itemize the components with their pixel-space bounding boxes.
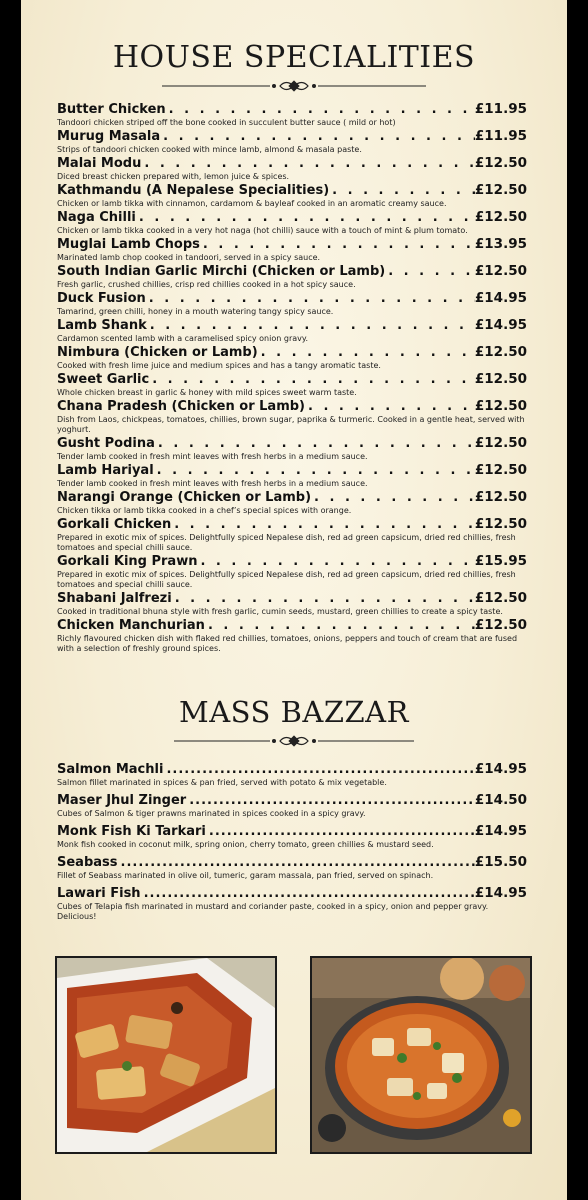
ornament-divider-icon — [174, 731, 414, 751]
dot-leader — [258, 344, 475, 361]
menu-item-price: £12.50 — [474, 489, 527, 505]
dot-leader — [200, 236, 475, 253]
menu-item-description: Cubes of Salmon & tiger prawns marinated in spices cooked in a spicy gravy. — [57, 809, 366, 818]
dot-leader — [163, 761, 474, 778]
menu-item-name: Maser Jhul Zinger — [57, 793, 187, 808]
dot-leader — [166, 101, 475, 118]
menu-item-price: £14.95 — [474, 290, 527, 306]
menu-item-price: £12.50 — [474, 462, 527, 478]
menu-item-name: Lamb Shank — [57, 318, 147, 333]
menu-item-name: Salmon Machli — [57, 762, 164, 777]
dot-leader — [146, 290, 475, 307]
menu-item-name: Murug Masala — [57, 129, 161, 144]
menu-item-price: £12.50 — [474, 371, 527, 387]
menu-item-price: £14.95 — [474, 885, 527, 901]
menu-item-name: Chicken Manchurian — [57, 618, 205, 633]
dot-leader — [197, 553, 474, 570]
menu-item — [57, 182, 527, 209]
dot-leader — [171, 516, 475, 533]
menu-item-name: Duck Fusion — [57, 291, 146, 306]
dot-leader — [149, 371, 475, 388]
menu-item — [57, 516, 527, 553]
menu-item-description: Strips of tandoori chicken cooked with mince lamb, almond & masala paste. — [57, 145, 362, 154]
dot-leader — [385, 263, 475, 280]
menu-item-description: Prepared in exotic mix of spices. Delightfully spiced Nepalese dish, red ad green capsicum, dried red chillies, fresh tomatoes and special chilli sauce. — [57, 570, 516, 589]
dot-leader — [154, 462, 475, 479]
menu-item-name: Malai Modu — [57, 156, 142, 171]
mass-bazzar-list — [57, 761, 527, 926]
menu-item-price: £11.95 — [474, 101, 527, 117]
menu-item-description: Richly flavoured chicken dish with flaked red chillies, tomatoes, onions, peppers and touch of cream that are fused with a selection of freshly ground spices. — [57, 634, 518, 653]
menu-item-description: Chicken or lamb tikka with cinnamon, cardamom & bayleaf cooked in an aromatic creamy sauce. — [57, 199, 447, 208]
menu-item-description: Diced breast chicken prepared with, lemon juice & spices. — [57, 172, 290, 181]
dot-leader — [311, 489, 475, 506]
menu-item-price: £11.95 — [474, 128, 527, 144]
menu-item-name: Sweet Garlic — [57, 372, 150, 387]
menu-item — [57, 236, 527, 263]
menu-item-description: Whole chicken breast in garlic & honey with mild spices sweet warm taste. — [57, 388, 357, 397]
menu-item-name: Monk Fish Ki Tarkari — [57, 824, 206, 839]
menu-item-description: Tender lamb cooked in fresh mint leaves with fresh herbs in a medium sauce. — [57, 479, 368, 488]
menu-item-price: £15.50 — [474, 854, 527, 870]
menu-item-description: Dish from Laos, chickpeas, tomatoes, chillies, brown sugar, paprika & turmeric. Cooked in a gentle heat, served with yoghurt. — [57, 415, 525, 434]
menu-item-name: Shabani Jalfrezi — [57, 591, 172, 606]
menu-item-description: Marinated lamb chop cooked in tandoori, served in a spicy sauce. — [57, 253, 321, 262]
menu-item — [57, 209, 527, 236]
menu-item-price: £14.50 — [474, 792, 527, 808]
menu-item-price: £12.50 — [474, 155, 527, 171]
menu-item — [57, 885, 527, 922]
menu-item-name: Chana Pradesh (Chicken or Lamb) — [57, 399, 305, 414]
mass-bazzar-title: MASS BAZZAR — [179, 695, 409, 729]
menu-item-name: Kathmandu (A Nepalese Specialities) — [57, 183, 330, 198]
menu-item-description: Cubes of Telapia fish marinated in mustard and coriander paste, cooked in a spicy, onion and pepper gravy. Delicious! — [57, 902, 489, 921]
fish-curry-photo — [310, 956, 532, 1154]
menu-item — [57, 617, 527, 654]
menu-item-description: Chicken or lamb tikka cooked in a very hot naga (hot chilli) sauce with a touch of mint & plum tomato. — [57, 226, 468, 235]
menu-item-price: £14.95 — [474, 823, 527, 839]
menu-item — [57, 761, 527, 788]
menu-item — [57, 553, 527, 590]
menu-item-name: Nimbura (Chicken or Lamb) — [57, 345, 258, 360]
menu-item-description: Tamarind, green chilli, honey in a mouth watering tangy spicy sauce. — [57, 307, 334, 316]
dot-leader — [118, 854, 475, 871]
menu-item-description: Cardamon scented lamb with a caramelised spicy onion gravy. — [57, 334, 308, 343]
menu-item-description: Cooked with fresh lime juice and medium spices and has a tangy aromatic taste. — [57, 361, 381, 370]
dot-leader — [141, 155, 475, 172]
menu-item — [57, 823, 527, 850]
menu-item-name: Naga Chilli — [57, 210, 136, 225]
curry-dish-photo — [55, 956, 277, 1154]
dot-leader — [206, 823, 475, 840]
menu-item-price: £12.50 — [474, 590, 527, 606]
menu-item — [57, 101, 527, 128]
menu-item-price: £12.50 — [474, 344, 527, 360]
dot-leader — [155, 435, 475, 452]
menu-item — [57, 854, 527, 881]
menu-item — [57, 590, 527, 617]
menu-item-description: Fresh garlic, crushed chillies, crisp red chillies cooked in a hot spicy sauce. — [57, 280, 356, 289]
menu-item-description: Fillet of Seabass marinated in olive oil, tumeric, garam massala, pan fried, served on spinach. — [57, 871, 434, 880]
menu-item — [57, 371, 527, 398]
dot-leader — [147, 317, 475, 334]
menu-item-name: Muglai Lamb Chops — [57, 237, 200, 252]
menu-item-price: £12.50 — [474, 209, 527, 225]
menu-item-price: £12.50 — [474, 263, 527, 279]
dot-leader — [205, 617, 475, 634]
menu-item — [57, 317, 527, 344]
menu-item-name: Lawari Fish — [57, 886, 141, 901]
dot-leader — [329, 182, 475, 199]
dot-leader — [136, 209, 475, 226]
menu-item-price: £15.95 — [474, 553, 527, 569]
menu-item — [57, 155, 527, 182]
menu-item-description: Tender lamb cooked in fresh mint leaves with fresh herbs in a medium sauce. — [57, 452, 368, 461]
menu-item — [57, 263, 527, 290]
menu-item-description: Tandoori chicken striped off the bone cooked in succulent butter sauce ( mild or hot) — [57, 118, 396, 127]
dot-leader — [186, 792, 475, 809]
menu-item — [57, 435, 527, 462]
menu-item — [57, 344, 527, 371]
menu-item — [57, 290, 527, 317]
menu-item-description: Cooked in traditional bhuna style with fresh garlic, cumin seeds, mustard, green chillies to create a spicy taste. — [57, 607, 503, 616]
menu-item-name: Gorkali Chicken — [57, 517, 172, 532]
menu-item-price: £12.50 — [474, 617, 527, 633]
menu-item — [57, 792, 527, 819]
menu-item-name: Butter Chicken — [57, 102, 166, 117]
menu-page — [21, 0, 567, 1200]
menu-item-price: £14.95 — [474, 317, 527, 333]
menu-item-price: £12.50 — [474, 435, 527, 451]
menu-item-name: Gorkali King Prawn — [57, 554, 198, 569]
menu-item-name: South Indian Garlic Mirchi (Chicken or Lamb) — [57, 264, 386, 279]
menu-item-name: Lamb Hariyal — [57, 463, 154, 478]
menu-item — [57, 398, 527, 435]
dot-leader — [305, 398, 475, 415]
menu-item-price: £13.95 — [474, 236, 527, 252]
menu-item-description: Monk fish cooked in coconut milk, spring onion, cherry tomato, green chillies & mustard seed. — [57, 840, 434, 849]
dot-leader — [141, 885, 475, 902]
menu-item-price: £12.50 — [474, 398, 527, 414]
menu-item-name: Gusht Podina — [57, 436, 155, 451]
menu-item-description: Salmon fillet marinated in spices & pan fried, served with potato & mix vegetable. — [57, 778, 387, 787]
ornament-divider-icon — [162, 76, 426, 96]
house-specialities-title: HOUSE SPECIALITIES — [112, 40, 476, 75]
dot-leader — [160, 128, 475, 145]
menu-item-price: £12.50 — [474, 182, 527, 198]
menu-item-description: Prepared in exotic mix of spices. Delightfully spiced Nepalese dish, red ad green capsicum, dried red chillies, fresh tomatoes and special chilli sauce. — [57, 533, 516, 552]
menu-item — [57, 462, 527, 489]
menu-item-name: Narangi Orange (Chicken or Lamb) — [57, 490, 312, 505]
menu-item — [57, 128, 527, 155]
dot-leader — [172, 590, 475, 607]
menu-item-price: £12.50 — [474, 516, 527, 532]
house-specialities-list — [57, 101, 527, 654]
menu-item-name: Seabass — [57, 855, 118, 870]
menu-item-description: Chicken tikka or lamb tikka cooked in a chef’s special spices with orange. — [57, 506, 352, 515]
menu-item-price: £14.95 — [474, 761, 527, 777]
menu-item — [57, 489, 527, 516]
